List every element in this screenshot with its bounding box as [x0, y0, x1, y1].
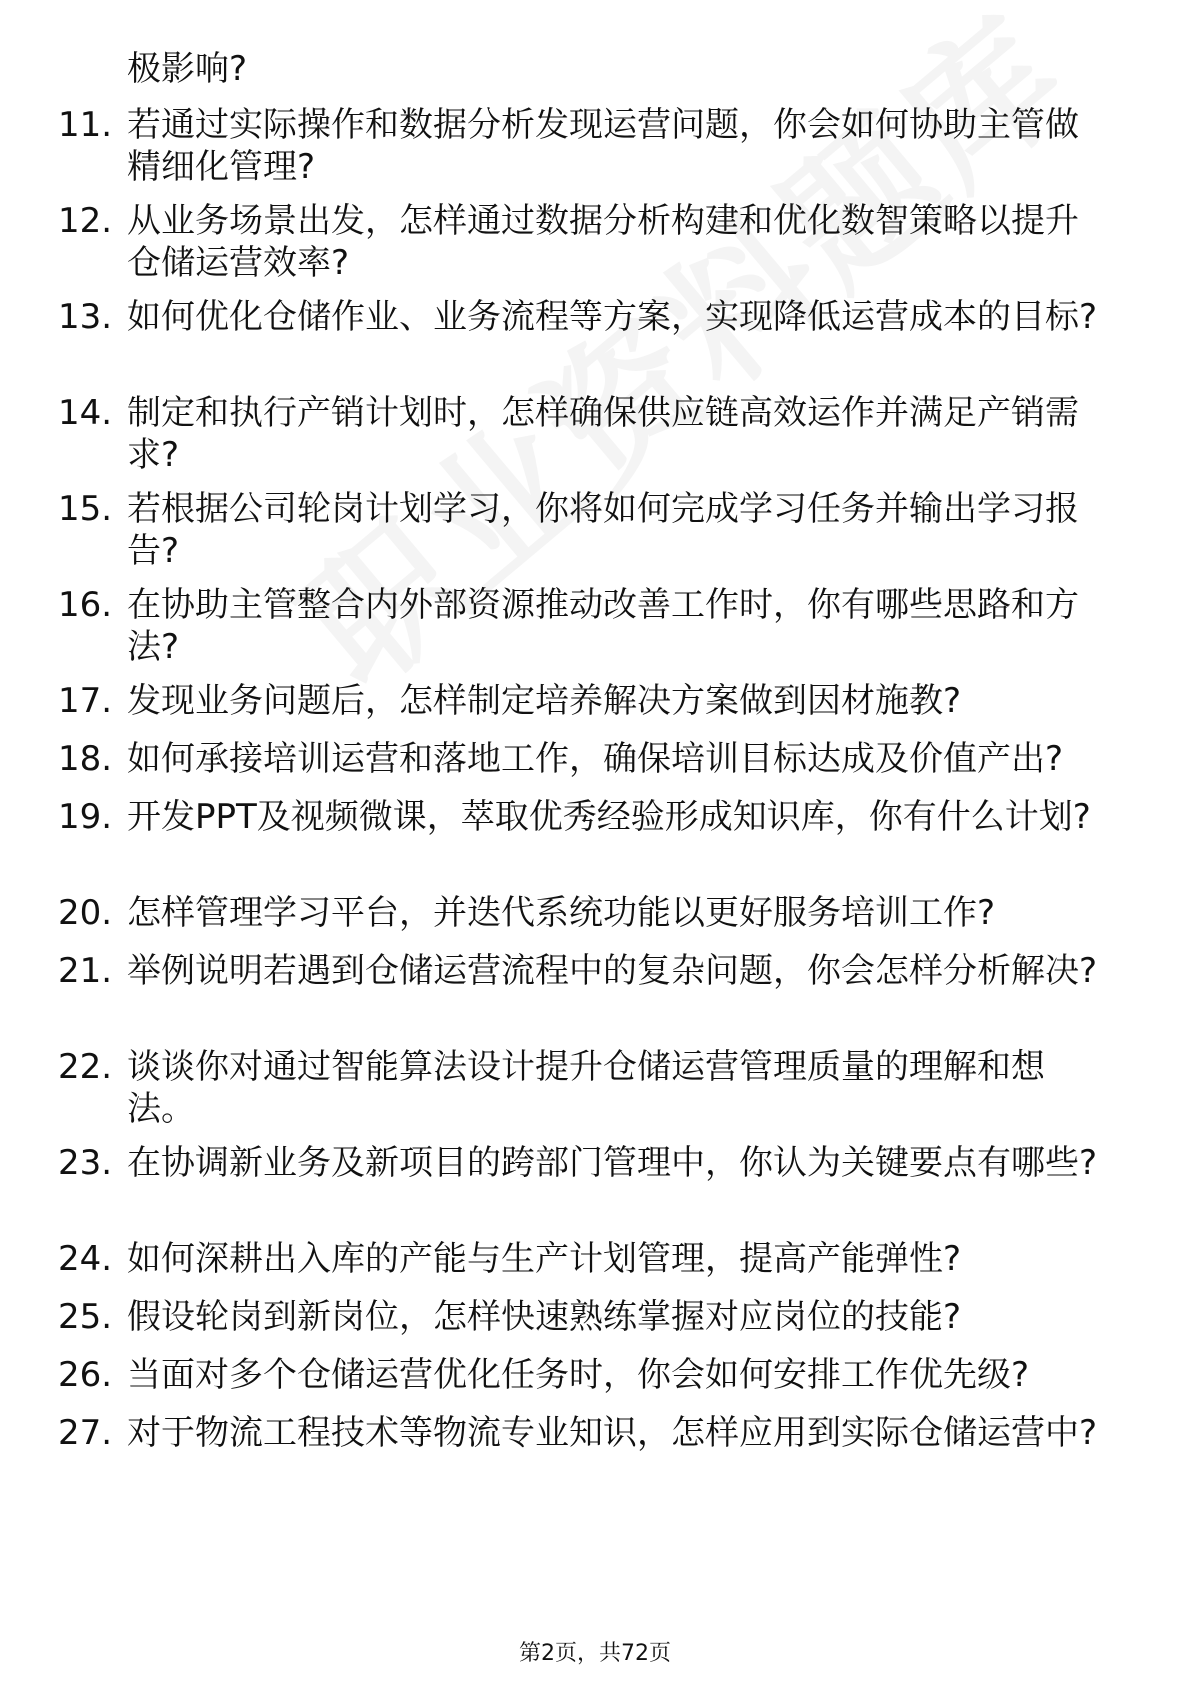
item-number: 14. [58, 393, 113, 433]
item-number: 19. [58, 797, 113, 837]
item-text: 对于物流工程技术等物流专业知识，怎样应用到实际仓储运营中? [127, 1413, 1098, 1453]
item-number: 13. [58, 297, 113, 337]
item-number: 27. [58, 1413, 113, 1453]
item-text: 怎样管理学习平台，并迭代系统功能以更好服务培训工作? [127, 893, 996, 933]
item-number: 24. [58, 1239, 113, 1279]
item-text: 若通过实际操作和数据分析发现运营问题，你会如何协助主管做精细化管理? [127, 105, 1079, 187]
item-number: 17. [58, 681, 113, 721]
item-number: 15. [58, 489, 113, 529]
page-footer: 第2页，共72页 [519, 1641, 671, 1666]
item-text: 当面对多个仓储运营优化任务时，你会如何安排工作优先级? [127, 1355, 1030, 1395]
item-number: 18. [58, 739, 113, 779]
item-number: 11. [58, 105, 113, 145]
item-text: 从业务场景出发，怎样通过数据分析构建和优化数智策略以提升仓储运营效率? [127, 201, 1079, 283]
item-text: 如何深耕出入库的产能与生产计划管理，提高产能弹性? [127, 1239, 962, 1279]
item-number: 21. [58, 951, 113, 991]
item-text: 如何承接培训运营和落地工作，确保培训目标达成及价值产出? [127, 739, 1064, 779]
item-number: 20. [58, 893, 113, 933]
item-number: 22. [58, 1047, 113, 1087]
item-number: 12. [58, 201, 113, 241]
item-text: 发现业务问题后，怎样制定培养解决方案做到因材施教? [127, 681, 962, 721]
item-text: 举例说明若遇到仓储运营流程中的复杂问题，你会怎样分析解决? [127, 951, 1098, 991]
item-text: 如何优化仓储作业、业务流程等方案，实现降低运营成本的目标? [127, 297, 1098, 337]
item-text: 若根据公司轮岗计划学习，你将如何完成学习任务并输出学习报告? [127, 489, 1079, 571]
item-text: 在协调新业务及新项目的跨部门管理中，你认为关键要点有哪些? [127, 1143, 1098, 1183]
item-number: 26. [58, 1355, 113, 1395]
item-number: 16. [58, 585, 113, 625]
item-text: 谈谈你对通过智能算法设计提升仓储运营管理质量的理解和想法。 [127, 1047, 1045, 1129]
item-text: 假设轮岗到新岗位，怎样快速熟练掌握对应岗位的技能? [127, 1297, 962, 1337]
item-text: 极影响? [127, 49, 248, 89]
item-text: 制定和执行产销计划时，怎样确保供应链高效运作并满足产销需求? [127, 393, 1079, 475]
item-number: 23. [58, 1143, 113, 1183]
item-text: 开发PPT及视频微课，萃取优秀经验形成知识库，你有什么计划? [127, 797, 1091, 837]
item-number: 25. [58, 1297, 113, 1337]
item-text: 在协助主管整合内外部资源推动改善工作时，你有哪些思路和方法? [127, 585, 1079, 667]
